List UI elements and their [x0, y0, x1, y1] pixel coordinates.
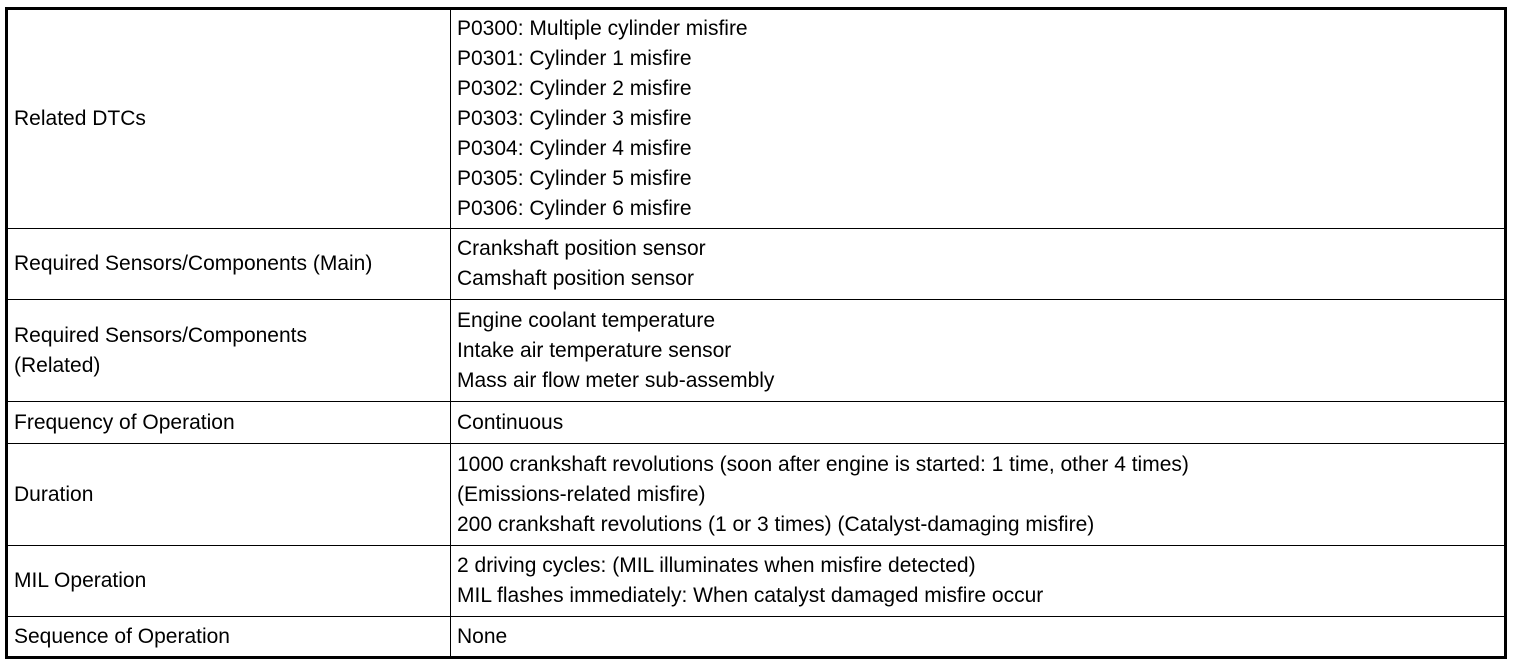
dtc-p0304: P0304: Cylinder 4 misfire	[457, 137, 692, 160]
value-line: Crankshaft position sensor	[457, 237, 706, 260]
table-row-sensors-related	[7, 300, 1506, 402]
value-line: Continuous	[457, 410, 564, 434]
dtc-p0300: P0300: Multiple cylinder misfire	[457, 17, 748, 40]
row-value	[451, 300, 1506, 402]
row-value	[451, 617, 1506, 658]
row-label: Required Sensors/Components (Main)	[7, 229, 451, 300]
value-line: None	[457, 624, 508, 648]
table-row-frequency	[7, 402, 1506, 444]
table-row-sequence	[7, 617, 1506, 658]
dtc-p0302: P0302: Cylinder 2 misfire	[457, 77, 692, 100]
row-label: Related DTCs	[7, 9, 451, 229]
table-row-mil-operation	[7, 546, 1506, 617]
value-line: MIL flashes immediately: When catalyst damaged misfire occur	[457, 584, 1044, 607]
row-label	[7, 300, 451, 402]
table-row-duration	[7, 444, 1506, 546]
value-line: Intake air temperature sensor	[457, 338, 732, 362]
value-line: 200 crankshaft revolutions (1 or 3 times) (Catalyst-damaging misfire)	[457, 512, 1095, 536]
table-row-related-dtcs	[7, 9, 1506, 229]
row-label-line: (Related)	[14, 353, 101, 377]
dtc-p0306: P0306: Cylinder 6 misfire	[457, 197, 692, 220]
row-value	[451, 444, 1506, 546]
value-line: 2 driving cycles: (MIL illuminates when misfire detected)	[457, 554, 976, 577]
dtc-p0301: P0301: Cylinder 1 misfire	[457, 47, 692, 70]
value-line: 1000 crankshaft revolutions (soon after engine is started: 1 time, other 4 times)	[457, 452, 1189, 476]
row-value	[451, 402, 1506, 444]
row-label: MIL Operation	[7, 546, 451, 617]
row-value	[451, 9, 1506, 229]
dtc-p0305: P0305: Cylinder 5 misfire	[457, 167, 692, 190]
row-label: Frequency of Operation	[7, 402, 451, 444]
monitor-spec-table	[5, 7, 1507, 659]
value-line: Camshaft position sensor	[457, 267, 694, 290]
table-row-sensors-main	[7, 229, 1506, 300]
value-line: Engine coolant temperature	[457, 308, 715, 332]
dtc-p0303: P0303: Cylinder 3 misfire	[457, 107, 692, 130]
row-value	[451, 229, 1506, 300]
row-label-line: Required Sensors/Components	[14, 323, 307, 347]
row-label: Duration	[7, 444, 451, 546]
value-line: Mass air flow meter sub-assembly	[457, 368, 775, 392]
row-label: Sequence of Operation	[7, 617, 451, 658]
value-line: (Emissions-related misfire)	[457, 482, 706, 506]
row-value	[451, 546, 1506, 617]
